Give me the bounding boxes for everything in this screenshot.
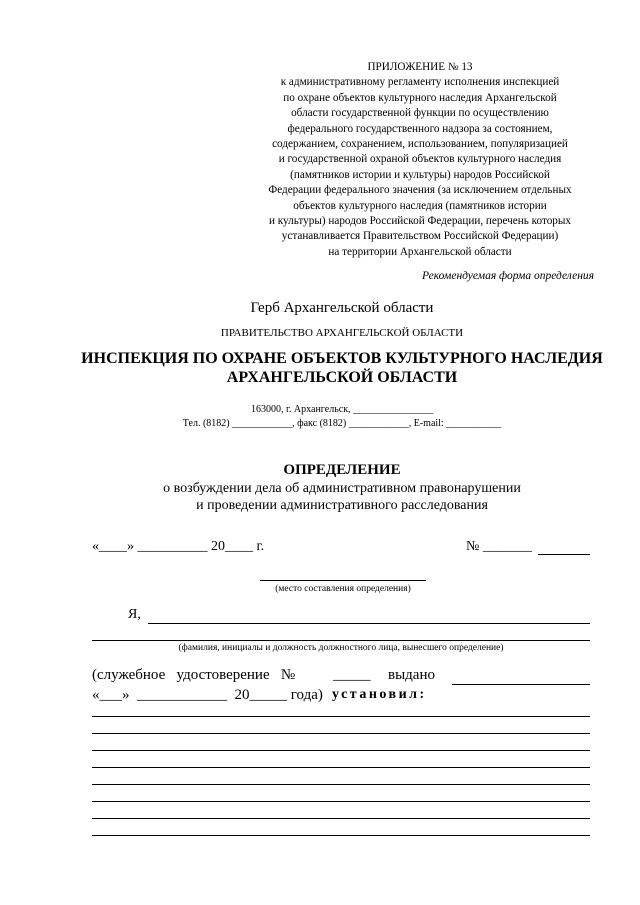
inspection-name-line2: АРХАНГЕЛЬСКОЙ ОБЛАСТИ (226, 369, 458, 386)
certificate-label: (служебное удостоверение № (92, 667, 296, 683)
number-underline (538, 554, 590, 555)
appendix-line: к административному регламенту исполнения инспекцией (280, 76, 560, 89)
address-line2: Тел. (8182) ____________, факс (8182) ____________, E-mail: ___________ (182, 418, 502, 429)
text-line[interactable] (92, 750, 590, 751)
text-line[interactable] (92, 801, 590, 802)
emblem-label: Герб Архангельской области (250, 300, 434, 316)
appendix-line: (памятников истории и культуры) народов Российской (290, 168, 550, 181)
appendix-line: объектов культурного наследия (памятников истории (293, 199, 547, 212)
appendix-line: устанавливается Правительством Российской Федерации) (281, 230, 559, 243)
document-subtitle-line1: о возбуждении дела об административном правонарушении (163, 481, 521, 496)
document-title: ОПРЕДЕЛЕНИЕ (283, 462, 401, 478)
document-subtitle-line2: и проведении административного расследования (196, 498, 488, 513)
appendix-line: содержанием, сохранением, использованием, популяризацией (272, 138, 568, 151)
appendix-line: на территории Архангельской области (328, 245, 512, 258)
text-line[interactable] (92, 835, 590, 836)
text-line[interactable] (92, 818, 590, 819)
text-line[interactable] (92, 767, 590, 768)
date-field[interactable]: «____» __________ 20____ г. (92, 539, 265, 554)
appendix-header (230, 60, 610, 260)
appendix-line: Федерации федерального значения (за исключением отдельных (268, 184, 572, 197)
appendix-line: области государственной функции по осуществлению (291, 107, 549, 120)
text-line[interactable] (92, 733, 590, 734)
appendix-line: по охране объектов культурного наследия Архангельской (283, 91, 557, 104)
official-prefix: Я, (128, 607, 141, 622)
place-input-line[interactable] (260, 580, 426, 581)
certificate-number-field[interactable]: _____ (333, 667, 371, 683)
appendix-line: и культуры) народов Российской Федерации, перечень которых (269, 215, 571, 228)
established-label: установил: (332, 687, 427, 702)
official-caption: (фамилия, инициалы и должность должностного лица, вынесшего определение) (178, 643, 504, 653)
appendix-line: федерального государственного надзора за состоянием, (287, 122, 553, 135)
text-line[interactable] (92, 716, 590, 717)
certificate-issued-label: выдано (388, 667, 435, 683)
official-name-line[interactable] (148, 623, 590, 624)
appendix-line: ПРИЛОЖЕНИЕ № 13 (367, 61, 473, 73)
certificate-date-field[interactable]: «___» ____________ 20_____ года) (92, 687, 323, 703)
government-label: ПРАВИТЕЛЬСТВО АРХАНГЕЛЬСКОЙ ОБЛАСТИ (220, 327, 464, 339)
text-line[interactable] (92, 784, 590, 785)
address-line1: 163000, г. Архангельск, ________________ (250, 404, 434, 415)
official-position-line[interactable] (92, 640, 590, 641)
place-caption: (место составления определения) (275, 584, 411, 594)
inspection-name-line1: ИНСПЕКЦИЯ ПО ОХРАНЕ ОБЪЕКТОВ КУЛЬТУРНОГО НАСЛЕДИЯ (81, 350, 603, 367)
appendix-line: и государственной охраной объектов культурного наследия (278, 153, 562, 166)
number-field[interactable]: № _______ (466, 539, 532, 554)
recommended-form-note: Рекомендуемая форма определения (422, 270, 594, 282)
certificate-issuer-line[interactable] (452, 684, 590, 685)
